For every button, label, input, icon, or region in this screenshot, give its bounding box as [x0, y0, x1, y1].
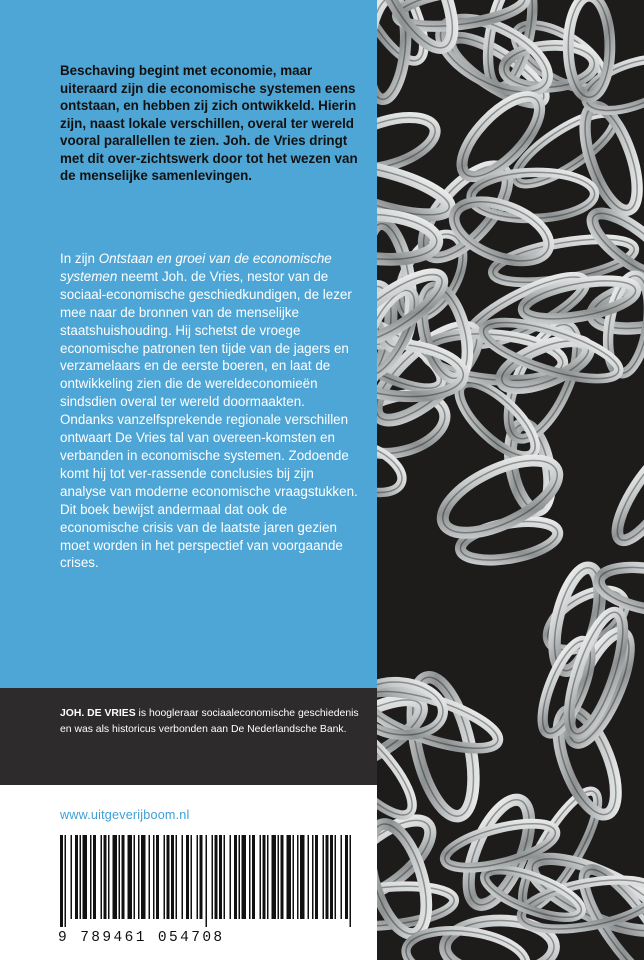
- barcode-bars: [60, 835, 351, 927]
- isbn-barcode: [58, 835, 356, 945]
- barcode-area: [0, 785, 377, 960]
- chains-photo: [377, 0, 644, 960]
- isbn-digits: 9 789461 054708: [58, 930, 225, 945]
- description-text: neemt Joh. de Vries, nestor van de sociaal-economische geschiedkundigen, de lezer mee naar de bronnen van de menselijke staatshuishouding. Hij schetst de vroege economische patronen ten tijde van de jagers en verzamelaars en de eerste boeren, en laat de ontwikkeling zien die de wereldeconomieën sindsdien overal ter wereld doormaakten. Ondanks vanzelfsprekende regionale verschillen ontwaart De Vries tal van overeen-komsten en verbanden in economische systemen. Zodoende komt hij tot ver-rassende conclusies bij zijn analyse van moderne economische vraagstukken. Dit boek bewijst andermaal dat ook de economische crisis van de laatste jaren gezien moet worden in het perspectief van voorgaande crises.: [60, 268, 358, 571]
- author-name: JOH. DE VRIES: [60, 708, 136, 719]
- author-bio: [60, 706, 360, 738]
- blurb-panel: [0, 0, 377, 688]
- book-title-italic: Ontstaan en groei van de economische systemen: [60, 251, 332, 284]
- publisher-url[interactable]: www.uitgeverijboom.nl: [60, 808, 190, 822]
- author-band: [0, 688, 377, 785]
- description-paragraph: [60, 250, 360, 572]
- intro-paragraph: Beschaving begint met economie, maar uiteraard zijn die economische systemen eens ontstaan, en hebben zij zich ontwikkeld. Hierin zijn, naast lokale verschillen, overal ter wereld vooral parallellen te zien. Joh. de Vries dringt met dit over-zichtswerk door tot het wezen van de menselijke samenlevingen.: [60, 63, 358, 183]
- author-bio-text: is hoogleraar sociaaleconomische geschiedenis en was als historicus verbonden aan De Nederlandsche Bank.: [60, 708, 359, 735]
- description-prefix: In zijn: [60, 251, 95, 266]
